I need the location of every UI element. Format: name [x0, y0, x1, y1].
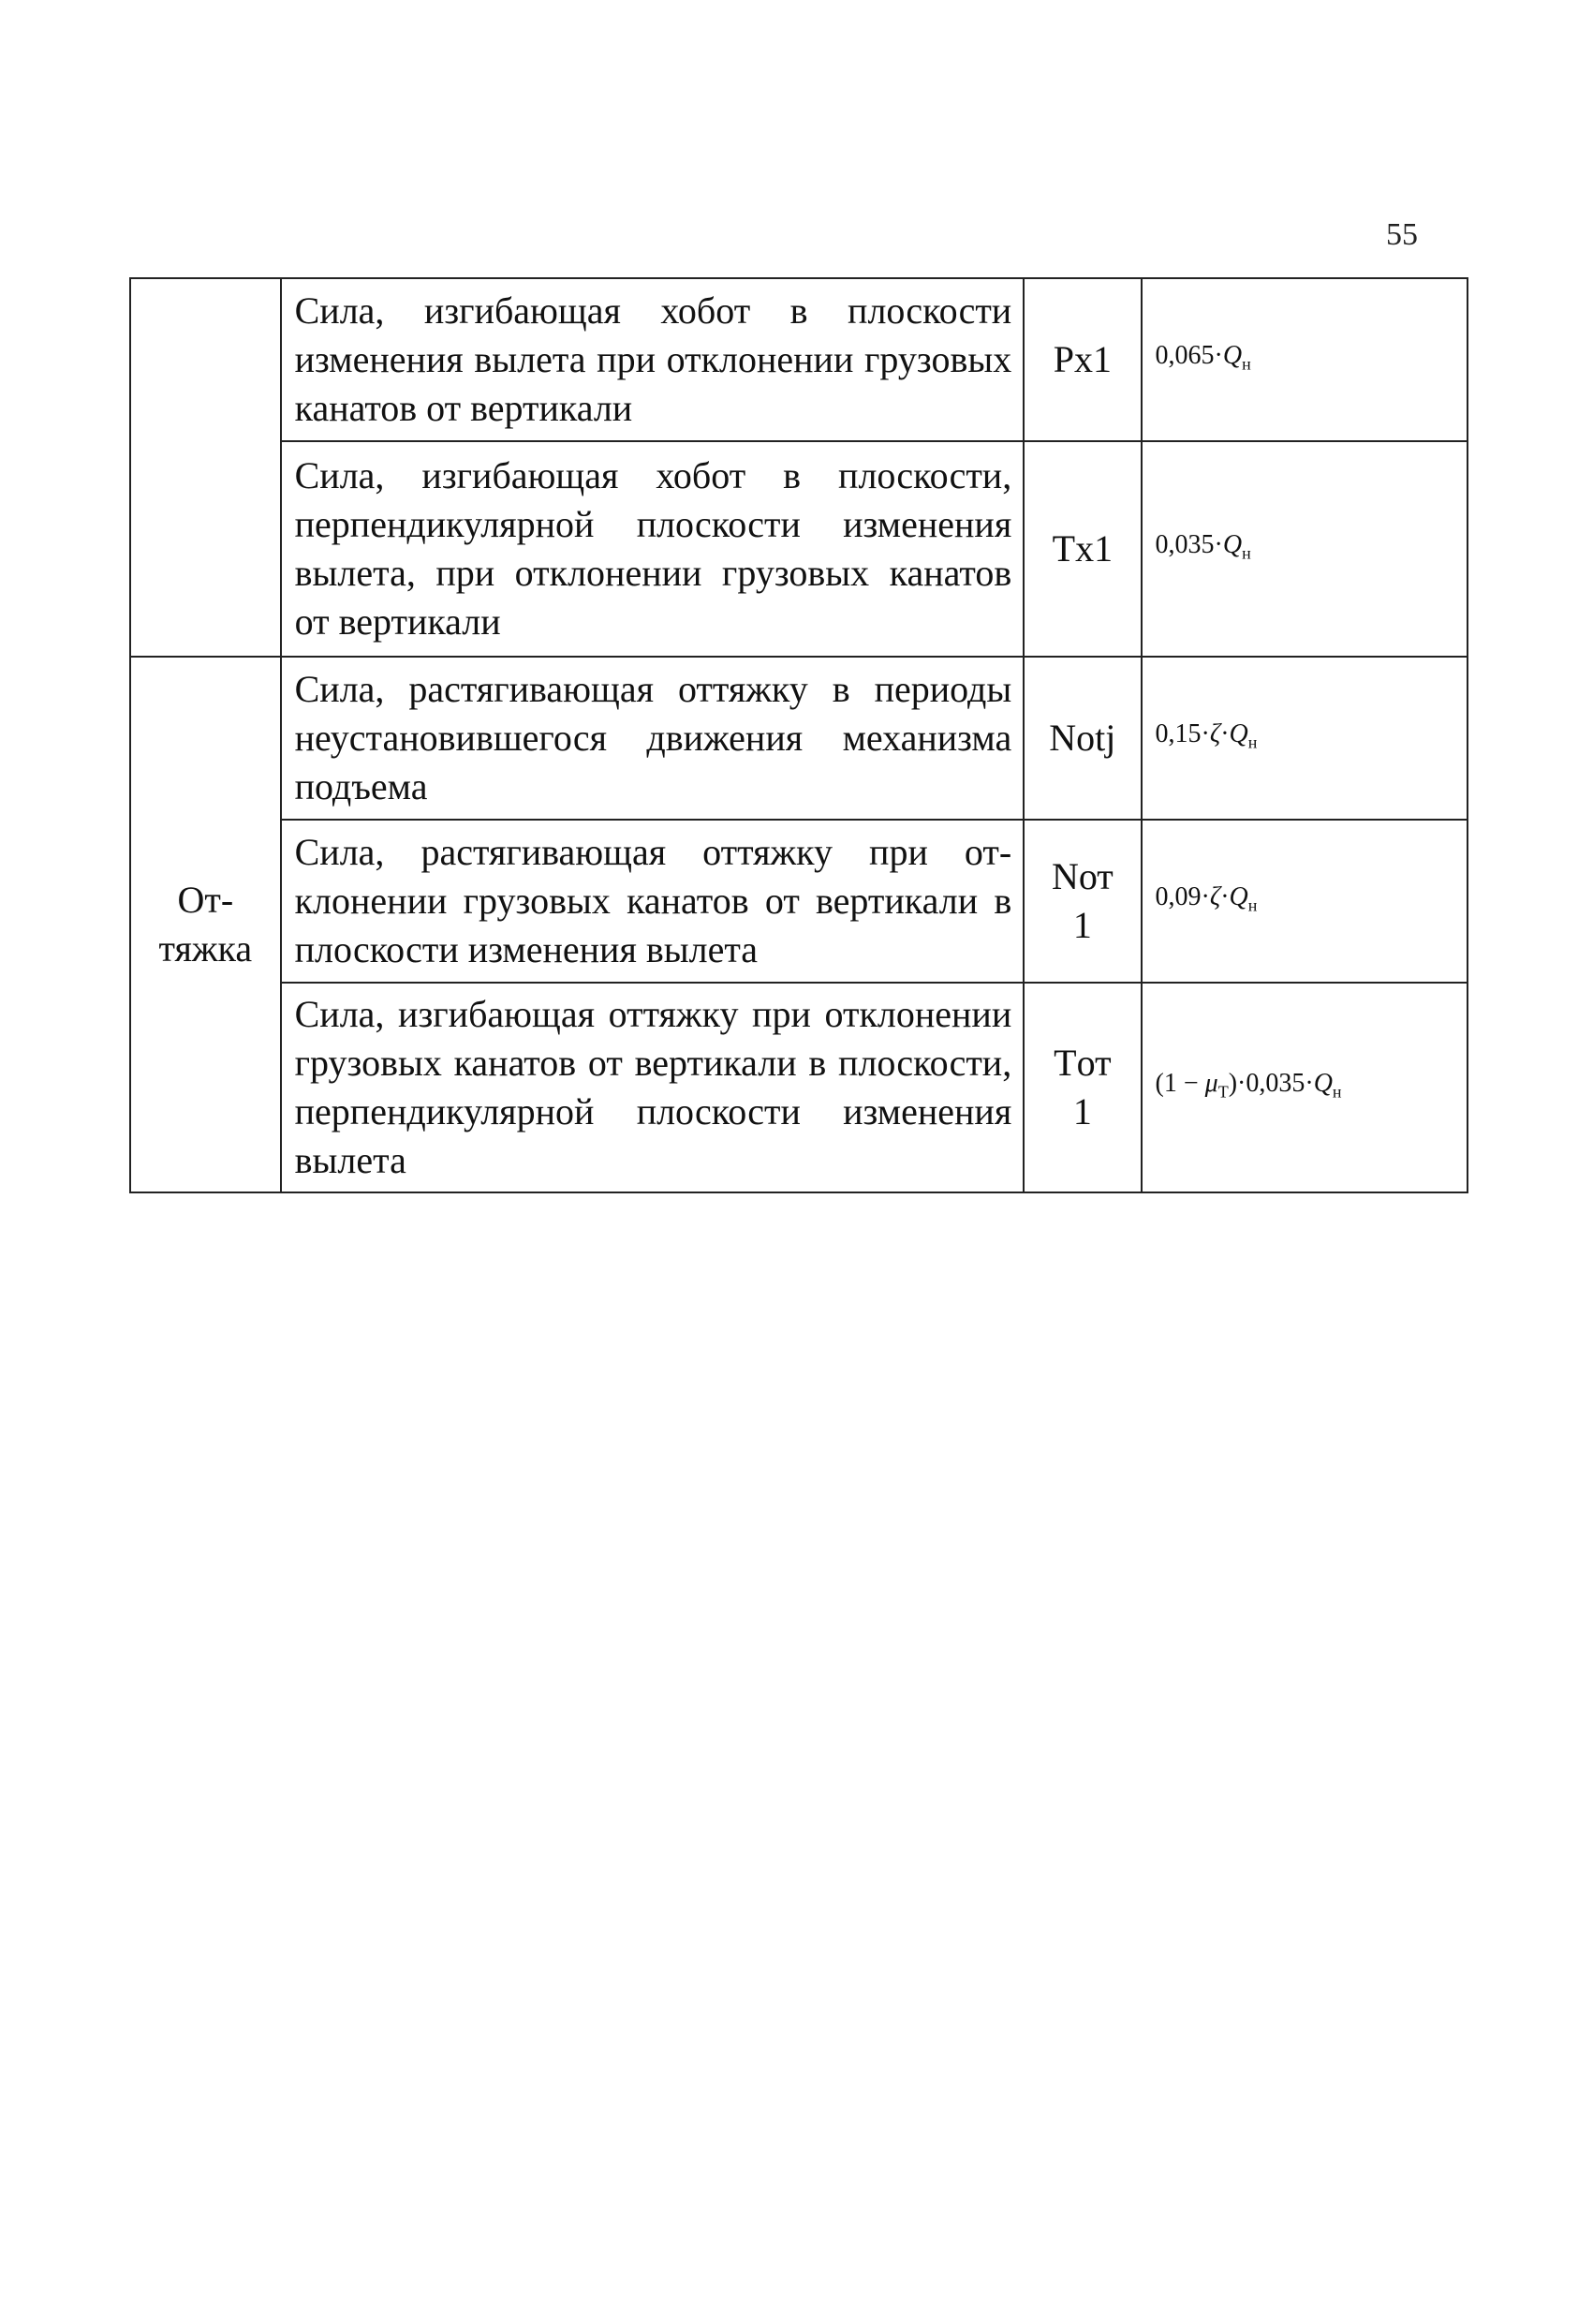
- formula-q: Q: [1229, 718, 1248, 748]
- table-row: [130, 441, 1468, 657]
- symbol-index: 1: [1072, 904, 1092, 946]
- formula-q: Q: [1222, 529, 1243, 559]
- formula-q: Q: [1313, 1068, 1333, 1098]
- table-row: [130, 657, 1468, 820]
- formula-cell: $0,035\cdot Q_н$: [1142, 441, 1468, 657]
- formula-mu-subscript: T: [1217, 1082, 1229, 1102]
- formula-cell: $(1 - \mu_T)\cdot 0,035\cdot Q_н$: [1142, 983, 1468, 1192]
- formula-cell: $0,09\cdot\zeta\cdot Q_н$: [1142, 820, 1468, 983]
- table-row: [130, 278, 1468, 441]
- symbol-text: Px1: [1053, 338, 1112, 380]
- description-cell: Сила, изгибающая хобот в плоскости изменения вылета при отклонении грузовых канатов от вертикали: [281, 278, 1025, 441]
- symbol-cell: [1024, 820, 1141, 983]
- formula-coefficient: 0,065: [1155, 340, 1215, 370]
- description-cell: Сила, изгибающая хобот в плоскости, перпендикулярной плоскости изменения вылета, при отклонении грузовых канатов от вертикали: [281, 441, 1025, 657]
- formula-q-subscript: н: [1332, 1082, 1342, 1102]
- formula-coefficient: 0,035: [1155, 529, 1215, 559]
- formula-coefficient: 0,09: [1155, 881, 1202, 911]
- group-cell-empty: [130, 278, 281, 657]
- symbol-cell: [1024, 983, 1141, 1192]
- symbol-cell: [1024, 278, 1141, 441]
- description-cell: Сила, растягивающая оттяжку в периоды неустановившегося движения механизма подъема: [281, 657, 1025, 820]
- formula-q-subscript: н: [1242, 354, 1251, 374]
- symbol-cell: [1024, 657, 1141, 820]
- description-cell: Сила, растягивающая оттяжку при отклонении грузовых канатов от вертикали в плоскости изменения вылета: [281, 820, 1025, 983]
- symbol-index: 1: [1072, 1090, 1092, 1132]
- table-row: [130, 820, 1468, 983]
- formula-q-subscript: н: [1247, 733, 1258, 752]
- formula-cell: $0,15\cdot\zeta\cdot Q_н$: [1142, 657, 1468, 820]
- page-number: 55: [1386, 217, 1418, 252]
- formula-cell: $0,065\cdot Q_н$: [1142, 278, 1468, 441]
- formula-prefix: (1 −: [1155, 1068, 1205, 1098]
- formula-q-subscript: н: [1242, 543, 1251, 563]
- formula-coefficient: 0,15: [1155, 718, 1202, 748]
- table-row: [130, 983, 1468, 1192]
- symbol-text: Tот: [1054, 1042, 1112, 1084]
- symbol-text: Tx1: [1052, 527, 1114, 570]
- formula-zeta: ζ: [1209, 881, 1221, 911]
- description-cell: Сила, изгибающая оттяжку при отклонении грузовых канатов от вертикали в плоскости, перпендикулярной плоскости изменения вылета: [281, 983, 1025, 1192]
- formula-coefficient: 0,035: [1246, 1068, 1305, 1098]
- formula-q: Q: [1222, 340, 1243, 370]
- load-table: [129, 277, 1468, 1193]
- symbol-cell: [1024, 441, 1141, 657]
- group-label-cell: [130, 657, 281, 1192]
- formula-mu: μ: [1204, 1068, 1218, 1098]
- group-label-line1: От-: [177, 879, 234, 921]
- symbol-text: Nот: [1051, 855, 1114, 897]
- formula-q: Q: [1229, 881, 1248, 911]
- group-label-line2: тяжка: [158, 927, 253, 970]
- formula-q-subscript: н: [1247, 896, 1258, 915]
- formula-zeta: ζ: [1209, 718, 1221, 748]
- symbol-text: Notj: [1049, 717, 1116, 759]
